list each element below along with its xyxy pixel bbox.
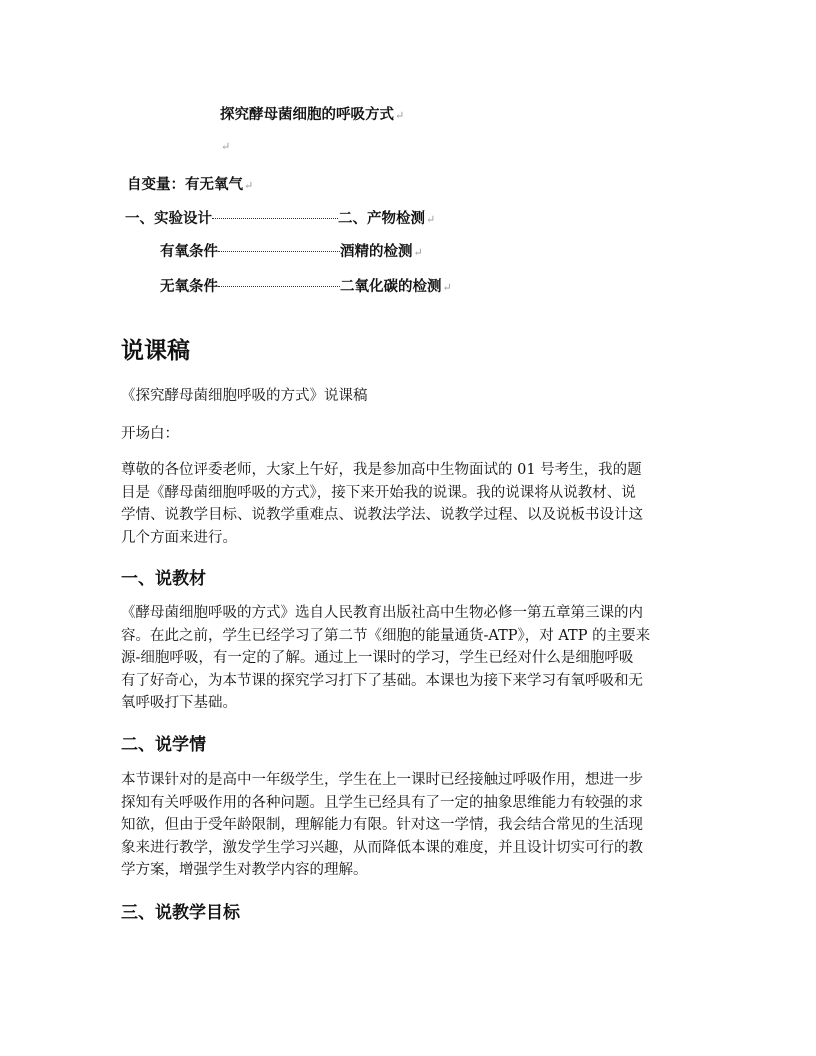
text-line: 探知有关呼吸作用的各种问题。且学生已经具有了一定的抽象思维能力有较强的求	[121, 794, 643, 811]
text-line: 知欲，但由于受年龄限制，理解能力有限。针对这一学情，我会结合常见的生活现	[121, 817, 643, 833]
text-line: 源-细胞呼吸，有一定的了解。通过上一课时的学习，学生已经对什么是细胞呼吸	[121, 650, 634, 666]
diagram-row: 无氧条件 二氧化碳的检测 ↵	[160, 278, 452, 295]
paragraph-mark-icon: ↵	[244, 179, 254, 192]
text-line: 学方案，增强学生对教学内容的理解。	[121, 862, 368, 878]
page-title: 说课稿	[121, 337, 190, 364]
independent-variable-label: 自变量：有无氧气↵	[127, 176, 254, 193]
text-line: 本节课针对的是高中一年级学生，学生在上一课时已经接触过呼吸作用，想进一步	[121, 772, 643, 788]
paragraph-mark-icon: ↵	[413, 246, 423, 259]
paragraph-mark-icon: ↵	[442, 281, 452, 294]
text-line: 象来进行教学，激发学生学习兴趣，从而降低本课的难度，并且设计切实可行的教	[121, 839, 643, 856]
section-heading: 三、说教学目标	[121, 903, 240, 923]
text-line: 几个方面来进行。	[121, 529, 237, 546]
section-heading: 一、说教材	[121, 569, 206, 589]
subtitle: 《探究酵母菌细胞呼吸的方式》说课稿	[121, 388, 368, 404]
diagram-title: 探究酵母菌细胞的呼吸方式↵	[220, 106, 405, 123]
text-line: 有了好奇心，为本节课的探究学习打下了基础。本课也为接下来学习有氧呼吸和无	[121, 672, 643, 689]
text-line: 尊敬的各位评委老师，大家上午好，我是参加高中生物面试的 01 号考生，我的题	[121, 462, 642, 478]
leader-dots	[212, 218, 338, 219]
section-heading: 二、说学情	[121, 735, 206, 755]
section-paragraph	[121, 769, 701, 882]
diagram-row: 有氧条件 酒精的检测 ↵	[160, 243, 423, 260]
section-paragraph	[121, 602, 701, 715]
paragraph-mark-icon: ↵	[221, 140, 231, 153]
diagram-row: 一、实验设计 二、产物检测 ↵	[125, 210, 436, 227]
paragraph-mark-icon: ↵	[426, 213, 436, 226]
text-line: 容。在此之前，学生已经学习了第二节《细胞的能量通货-ATP》，对 ATP 的主要来	[121, 627, 651, 644]
opening-label: 开场白：	[121, 426, 179, 442]
opening-paragraph	[121, 459, 701, 549]
paragraph-mark-icon: ↵	[395, 109, 405, 122]
text-line: 学情、说教学目标、说教学重难点、说教法学法、说教学过程、以及说板书设计这	[121, 507, 643, 523]
text-line: 氧呼吸打下基础。	[121, 695, 237, 711]
leader-dots	[218, 251, 340, 252]
text-line: 目是《酵母菌细胞呼吸的方式》，接下来开始我的说课。我的说课将从说教材、说	[121, 484, 636, 501]
text-line: 《酵母菌细胞呼吸的方式》选自人民教育出版社高中生物必修一第五章第三课的内	[121, 605, 643, 621]
leader-dots	[218, 286, 340, 287]
